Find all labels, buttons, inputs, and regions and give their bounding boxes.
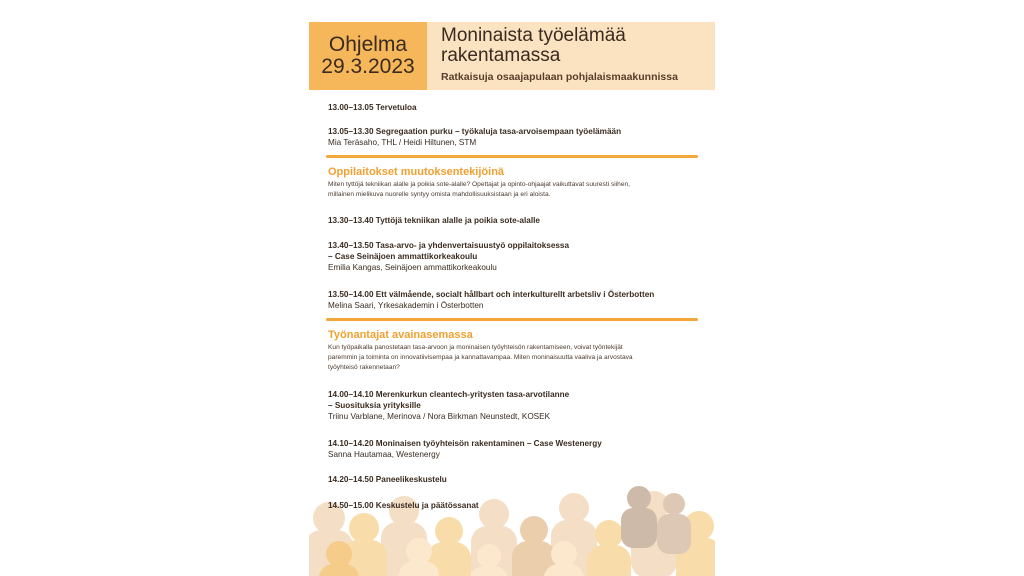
- agenda-item: [328, 215, 708, 226]
- agenda-item: [328, 240, 708, 273]
- agenda-item-title: 13.30–13.40 Tyttöjä tekniikan alalle ja poikia sote-alalle: [328, 216, 540, 225]
- agenda-item: [328, 389, 708, 422]
- title-line-1: Moninaista työelämää: [441, 25, 626, 46]
- program-label: Ohjelma: [328, 33, 408, 56]
- section-divider: [326, 318, 698, 321]
- agenda-item-title: 13.00–13.05 Tervetuloa: [328, 103, 417, 112]
- program-poster: [309, 22, 715, 576]
- agenda-item: [328, 126, 708, 148]
- section-heading: Työnantajat avainasemassa: [328, 329, 473, 341]
- agenda-item-title-continued: – Suosituksia yrityksille: [328, 401, 421, 410]
- poster-header: [309, 22, 715, 90]
- agenda-item-speaker: Sanna Hautamaa, Westenergy: [328, 450, 440, 459]
- agenda-item-speaker: Mia Teräsaho, THL / Heidi Hiltunen, STM: [328, 138, 477, 147]
- event-date: 29.3.2023: [321, 55, 415, 78]
- agenda-item-title-continued: – Case Seinäjoen ammattikorkeakoulu: [328, 252, 478, 261]
- section-description: Kun työpaikalla panostetaan tasa-arvoon ja moninaisen työyhteisön rakentamiseen, voivat työntekijät paremmin ja toiminta on innovatiivisempaa ja kannattavampaa. Miten moninaisuutta vaaliva ja arvostava työyhteisö rakennetaan?: [328, 344, 633, 371]
- agenda-item-title: 14.20–14.50 Paneelikeskustelu: [328, 475, 447, 484]
- section-divider: [326, 155, 698, 158]
- agenda-item-speaker: Emilia Kangas, Seinäjoen ammattikorkeakoulu: [328, 263, 497, 272]
- agenda-item-title: 14.00–14.10 Merenkurkun cleantech-yritysten tasa-arvotilanne: [328, 390, 570, 399]
- agenda-item-title: 14.10–14.20 Moninaisen työyhteisön rakentaminen – Case Westenergy: [328, 439, 602, 448]
- event-subtitle: Ratkaisuja osaajapulaan pohjalaismaakunnissa: [441, 71, 678, 83]
- event-title: [441, 26, 711, 66]
- title-line-2: rakentamassa: [441, 45, 561, 66]
- agenda-item: [328, 102, 708, 113]
- agenda-item: [328, 438, 708, 460]
- agenda-item-speaker: Melina Saari, Yrkesakademin i Österbotten: [328, 301, 484, 310]
- agenda-item: [328, 289, 708, 311]
- agenda-item-title: 13.50–14.00 Ett välmående, socialt hållbart och interkulturellt arbetsliv i Österbotten: [328, 290, 655, 299]
- agenda-item: [328, 500, 708, 511]
- date-block: [309, 22, 427, 90]
- agenda-item-speaker: Triinu Varblane, Merinova / Nora Birkman Neunstedt, KOSEK: [328, 412, 551, 421]
- agenda-item: [328, 474, 708, 485]
- section-description: Miten tyttöjä tekniikan alalle ja poikia sote-alalle? Opettajat ja opinto-ohjaajat vaikuttavat suuresti siihen, millainen mielikuva nuorelle syntyy omista mahdollisuuksistaan ja eri aloista.: [328, 181, 631, 198]
- section-heading: Oppilaitokset muutoksentekijöinä: [328, 166, 505, 178]
- agenda-item-title: 13.40–13.50 Tasa-arvo- ja yhdenvertaisuustyö oppilaitoksessa: [328, 241, 570, 250]
- agenda-item-title: 14.50–15.00 Keskustelu ja päätössanat: [328, 501, 479, 510]
- agenda-item-title: 13.05–13.30 Segregaation purku – työkaluja tasa-arvoisempaan työelämään: [328, 127, 622, 136]
